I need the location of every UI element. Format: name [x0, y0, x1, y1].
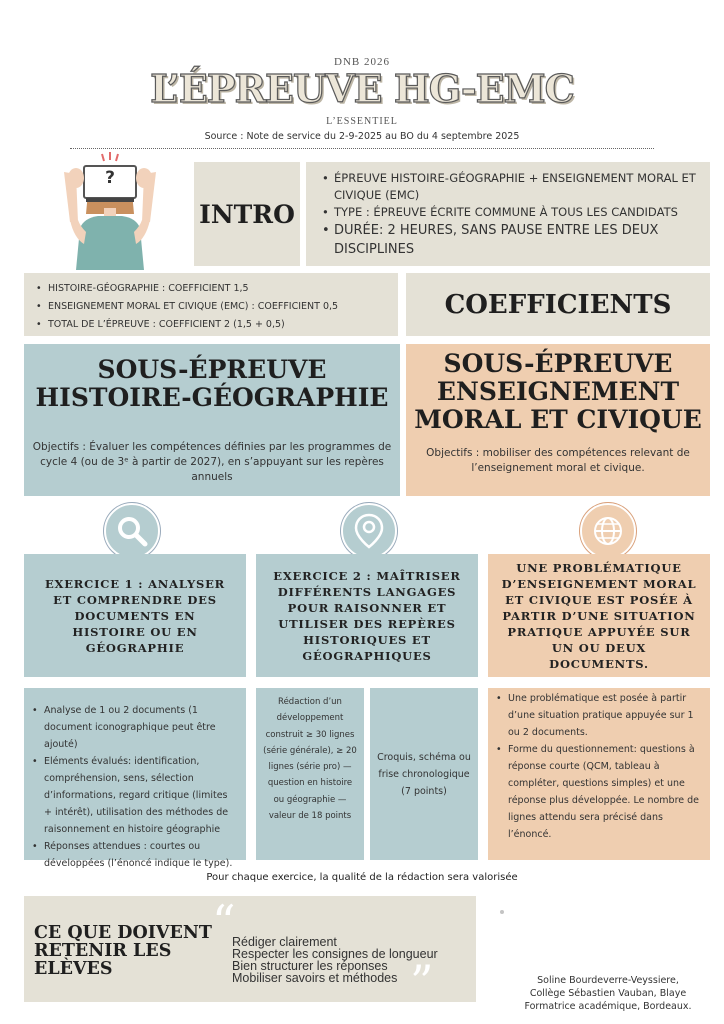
intro-list [306, 162, 710, 266]
retain-item: Mobiliser savoirs et méthodes [232, 971, 398, 985]
emc-objectives: Objectifs : mobiliser des compétences relevant de l’enseignement moral et civique. [426, 447, 690, 474]
coefficient-item: • HISTOIRE-GÉOGRAPHIE : COEFFICIENT 1,5 [34, 280, 390, 298]
detail-item: • Forme du questionnement: questions à réponse courte (QCM, tableau à compléter, questions simples) et une réponse plus développée. Le nombre de lignes attendu sera précisé dans l’énoncé. [494, 741, 700, 843]
magnifier-icon [104, 503, 160, 559]
quote-close-icon: ” [410, 955, 434, 1009]
location-pin-icon [341, 503, 397, 559]
retain-title: CE QUE DOIVENT RETENIR LES ELÈVES [34, 923, 212, 979]
source-line: Source : Note de service du 2-9-2025 au BO du 4 septembre 2025 [204, 131, 520, 142]
exercise-1-title: EXERCICE 1 : ANALYSER ET COMPRENDRE DES DOCUMENTS EN HISTOIRE OU EN GÉOGRAPHIE [24, 554, 246, 677]
coefficient-item: • ENSEIGNEMENT MORAL ET CIVIQUE (EMC) : COEFFICIENT 0,5 [34, 298, 390, 316]
quote-open-icon: “ [212, 895, 236, 949]
detail-item: • Eléments évalués: identification, compréhension, sens, sélection d’informations, regard critique (limites + intérêt), utilisation des méthodes de raisonnement en histoire géographie [30, 753, 238, 838]
coefficient-item: • TOTAL DE L’ÉPREUVE : COEFFICIENT 2 (1,5 + 0,5) [34, 316, 390, 334]
hg-title: SOUS-ÉPREUVE HISTOIRE-GÉOGRAPHIE [35, 355, 389, 412]
document-kicker: DNB 2026 [334, 56, 390, 68]
author-line: Collège Sébastien Vauban, Blaye [529, 988, 687, 999]
intro-item: • DURÉE: 2 HEURES, SANS PAUSE ENTRE LES DEUX DISCIPLINES [320, 221, 700, 259]
exercise-2-title: EXERCICE 2 : MAÎTRISER DIFFÉRENTS LANGAGES POUR RAISONNER ET UTILISER DES REPÈRES HISTORIQUES ET GÉOGRAPHIQUES [256, 554, 478, 677]
emc-exercise-title: UNE PROBLÉMATIQUE D’ENSEIGNEMENT MORAL ET CIVIQUE EST POSÉE À PARTIR D’UNE SITUATION PRATIQUE APPUYÉE SUR UN OU DEUX DOCUMENTS. [488, 554, 710, 677]
retain-item: Rédiger clairement [232, 935, 337, 949]
coefficients-title: COEFFICIENTS [406, 273, 710, 336]
intro-item: • ÉPREUVE HISTOIRE-GÉOGRAPHIE + ENSEIGNEMENT MORAL ET CIVIQUE (EMC) [320, 170, 700, 204]
retain-item: Bien structurer les réponses [232, 959, 388, 973]
decorative-dot [500, 910, 504, 914]
emc-details [488, 688, 710, 860]
retain-item: Respecter les consignes de longueur [232, 947, 438, 961]
intro-title: INTRO [194, 162, 300, 266]
question-mark: ? [105, 168, 115, 188]
intro-item: • TYPE : ÉPREUVE ÉCRITE COMMUNE À TOUS LES CANDIDATS [320, 204, 700, 221]
retain-list [232, 936, 438, 984]
dotted-divider [70, 148, 654, 149]
detail-item: • Une problématique est posée à partir d’une situation pratique appuyée sur 1 ou 2 documents. [494, 690, 700, 741]
emc-section [406, 344, 710, 496]
detail-item: • Analyse de 1 ou 2 documents (1 document iconographique peut être ajouté) [30, 702, 238, 753]
document-title: L’ÉPREUVE HG-EMC [150, 66, 574, 111]
author-line: Formatrice académique, Bordeaux. [524, 1001, 692, 1012]
coefficients-list [24, 273, 398, 336]
exercise-1-details [24, 688, 246, 869]
detail-item: • Réponses attendues : courtes ou développées (l’énoncé indique le type). [30, 838, 238, 872]
author-line: Soline Bourdeverre-Veyssiere, [537, 975, 679, 986]
document-subtitle: L’ESSENTIEL [326, 116, 398, 127]
globe-icon [580, 503, 636, 559]
hg-objectives: Objectifs : Évaluer les compétences définies par les programmes de cycle 4 (ou de 3ᵉ à partir de 2027), en s’appuyant sur les repères annuels [32, 441, 392, 483]
exercise-2-redaction-details: Rédaction d’un développement construit ≥ 30 lignes (série générale), ≥ 20 lignes (série pro) — question en histoire ou géographie — valeur de 18 points [256, 688, 364, 860]
emc-title: SOUS-ÉPREUVE ENSEIGNEMENT MORAL ET CIVIQUE [414, 349, 702, 434]
hg-section [24, 344, 400, 496]
exercise-2-croquis-details: Croquis, schéma ou frise chronologique (7 points) [370, 688, 478, 860]
quality-note: Pour chaque exercice, la qualité de la rédaction sera valorisée [206, 872, 518, 883]
author-block [508, 974, 708, 1013]
